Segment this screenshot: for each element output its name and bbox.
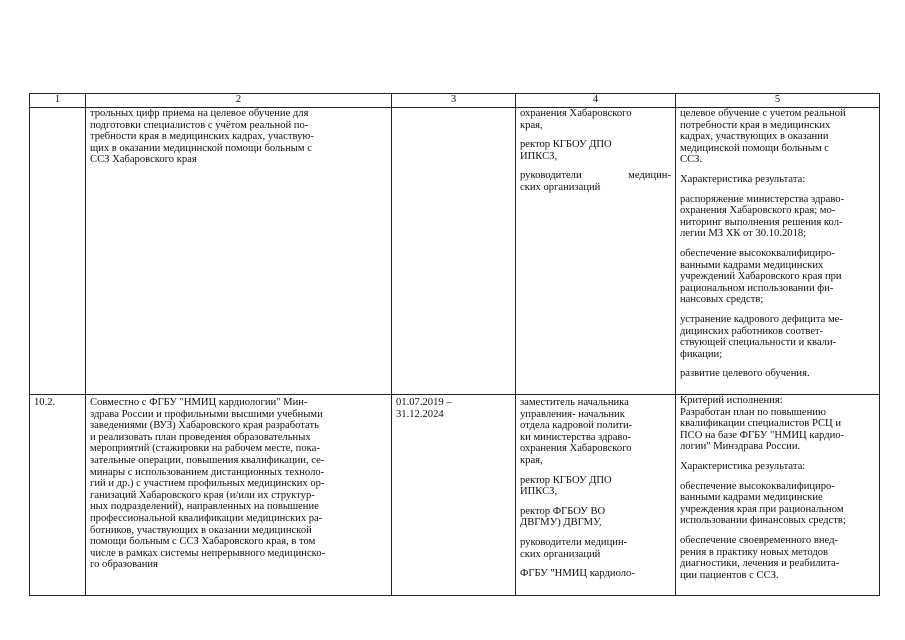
text-line: медицинской помощи больным с bbox=[680, 142, 830, 154]
result-paragraph bbox=[680, 395, 875, 453]
text-line: ствующей специальности и квали- bbox=[680, 337, 837, 349]
text-line: кадрах, участвующих в оказании bbox=[680, 131, 829, 143]
text-line: управления- начальник bbox=[520, 408, 625, 420]
text-line: Критерий исполнения: bbox=[680, 395, 783, 406]
text-line: рения в практику новых методов bbox=[680, 546, 829, 558]
text-line: потребности края в медицинских bbox=[680, 119, 831, 131]
text-line: заместитель начальника bbox=[520, 397, 629, 408]
responsible-paragraph bbox=[520, 170, 671, 193]
text-line: ФГБУ "НМИЦ кардиоло- bbox=[520, 568, 635, 580]
text-line: распоряжение министерства здраво- bbox=[680, 193, 845, 205]
text-line: мероприятий (стажировки на рабочем месте, пока- bbox=[90, 443, 320, 455]
text-line: рациональном использовании фи- bbox=[680, 282, 834, 294]
text-line: диагностики, лечения и реабилита- bbox=[680, 558, 840, 570]
table-row bbox=[30, 395, 880, 596]
text-line: охранения Хабаровского края; мо- bbox=[680, 205, 836, 217]
date-start: 01.07.2019 – bbox=[396, 397, 452, 408]
column-header-4: 4 bbox=[516, 94, 676, 108]
action-plan-table bbox=[29, 93, 880, 596]
responsible-paragraph bbox=[520, 108, 671, 131]
text-line: ПСО на базе ФГБУ "НМИЦ кардио- bbox=[680, 429, 845, 441]
text-line: нансовых средств; bbox=[680, 294, 764, 306]
text-line: здрава России и профильными высшими учебными bbox=[90, 408, 323, 420]
result-cell bbox=[676, 395, 880, 596]
text-line: легии МЗ ХК от 30.10.2018; bbox=[680, 228, 807, 240]
text-line: Совместно с ФГБУ "НМИЦ кардиологии" Мин- bbox=[90, 397, 308, 408]
text-line: квалификации специалистов РСЦ и bbox=[680, 418, 841, 430]
text-line: использовании финансовых средств; bbox=[680, 515, 846, 527]
result-paragraph bbox=[680, 174, 875, 186]
result-cell bbox=[676, 108, 880, 395]
text-line: зательные операции, повышения квалификации, се- bbox=[90, 454, 325, 466]
text-line: заведениями (ВУЗ) Хабаровского края разработать bbox=[90, 420, 319, 432]
text-line: Характеристика результата: bbox=[680, 173, 806, 185]
result-paragraph bbox=[680, 248, 875, 306]
text-line: ки министерства здраво- bbox=[520, 431, 632, 443]
result-paragraph bbox=[680, 194, 875, 240]
text-line: фикации; bbox=[680, 348, 723, 360]
result-paragraph bbox=[680, 481, 875, 527]
row-number-cell bbox=[30, 108, 86, 395]
text-line: дицинских работников соответ- bbox=[680, 325, 824, 337]
text-line: охранения Хабаровского bbox=[520, 108, 632, 119]
row-number-cell: 10.2. bbox=[30, 395, 86, 596]
text-line: края, bbox=[520, 119, 543, 131]
text-line: обеспечение своевременного внед- bbox=[680, 534, 839, 546]
text-line: ректор КГБОУ ДПО bbox=[520, 139, 612, 151]
text-line: щих в оказании медицинской помощи больным с bbox=[90, 142, 312, 154]
text-line: целевое обучение с учетом реальной bbox=[680, 108, 846, 119]
result-paragraph bbox=[680, 535, 875, 581]
text-line: ских организаций bbox=[520, 181, 601, 193]
responsible-paragraph bbox=[520, 475, 671, 498]
text-line: ботников, участвующих в оказании медицинской bbox=[90, 524, 312, 536]
text-line: требности края в медицинских кадрах, участвую- bbox=[90, 131, 314, 143]
text-line: учреждения края при рациональном bbox=[680, 503, 844, 515]
text-line: обеспечение высококвалифициро- bbox=[680, 247, 835, 259]
text-line: ректор КГБОУ ДПО bbox=[520, 474, 612, 486]
responsible-paragraph bbox=[520, 506, 671, 529]
responsible-paragraph bbox=[520, 568, 671, 580]
text-line: ректор ФГБОУ ВО bbox=[520, 505, 606, 517]
text-line: ИПКСЗ, bbox=[520, 486, 558, 498]
text-line: профессиональной квалификации медицинских ра- bbox=[90, 512, 323, 524]
responsible-paragraph bbox=[520, 537, 671, 560]
column-header-3: 3 bbox=[392, 94, 516, 108]
result-paragraph bbox=[680, 368, 875, 380]
result-paragraph bbox=[680, 461, 875, 473]
text-line: Характеристика результата: bbox=[680, 460, 806, 472]
text-line: ганизаций Хабаровского края (и/или их структур- bbox=[90, 489, 315, 501]
text-line: ИПКСЗ, bbox=[520, 150, 558, 162]
text-line: ССЗ Хабаровского края bbox=[90, 154, 197, 166]
text-line: руководители медицин- bbox=[520, 170, 671, 182]
text-line: и реализовать план проведения образовательных bbox=[90, 431, 311, 443]
text-line: отдела кадровой полити- bbox=[520, 420, 633, 432]
text-line: Разработан план по повышению bbox=[680, 406, 826, 418]
text-line: ции пациентов с ССЗ. bbox=[680, 569, 779, 581]
responsible-cell bbox=[516, 395, 676, 596]
result-paragraph bbox=[680, 108, 875, 166]
date-end: 31.12.2024 bbox=[396, 408, 444, 420]
text-line: обеспечение высококвалифициро- bbox=[680, 480, 835, 492]
text-line: логии" Минздрава России. bbox=[680, 441, 801, 453]
text-line: гий и др.) с участием профильных медицинских ор- bbox=[90, 478, 325, 490]
text-line: учреждений Хабаровского края при bbox=[680, 271, 842, 283]
result-paragraph bbox=[680, 314, 875, 360]
date-cell bbox=[392, 395, 516, 596]
column-header-1: 1 bbox=[30, 94, 86, 108]
text-line: ванными кадрами медицинских bbox=[680, 259, 824, 271]
responsible-paragraph bbox=[520, 397, 671, 467]
text-line: ских организаций bbox=[520, 548, 601, 560]
text-line: развитие целевого обучения. bbox=[680, 368, 810, 380]
text-line: минары с использованием дистанционных техноло- bbox=[90, 466, 325, 478]
text-line: охранения Хабаровского bbox=[520, 443, 632, 455]
column-header-5: 5 bbox=[676, 94, 880, 108]
date-cell bbox=[392, 108, 516, 395]
task-cell bbox=[86, 108, 392, 395]
text-line: устранение кадрового дефицита ме- bbox=[680, 313, 843, 325]
text-line: подготовки специалистов с учётом реальной по- bbox=[90, 119, 309, 131]
text-line: руководители медицин- bbox=[520, 536, 628, 548]
table-header-row bbox=[30, 94, 880, 108]
text-line: ДВГМУ) ДВГМУ, bbox=[520, 517, 602, 529]
text-line: ных подразделений), направленных на повышение bbox=[90, 501, 319, 513]
text-line: края, bbox=[520, 454, 543, 466]
text-line: ССЗ. bbox=[680, 154, 703, 166]
responsible-cell bbox=[516, 108, 676, 395]
text-line: го образования bbox=[90, 559, 158, 571]
text-line: ванными кадрами медицинские bbox=[680, 492, 823, 504]
text-line: помощи больным с ССЗ Хабаровского края, в том bbox=[90, 536, 316, 548]
text-line: трольных цифр приема на целевое обучение для bbox=[90, 108, 309, 119]
table-row bbox=[30, 108, 880, 395]
task-cell bbox=[86, 395, 392, 596]
text-line: числе в рамках системы непрерывного медицинско- bbox=[90, 547, 326, 559]
responsible-paragraph bbox=[520, 139, 671, 162]
text-line: ниторинг выполнения решения кол- bbox=[680, 216, 843, 228]
column-header-2: 2 bbox=[86, 94, 392, 108]
